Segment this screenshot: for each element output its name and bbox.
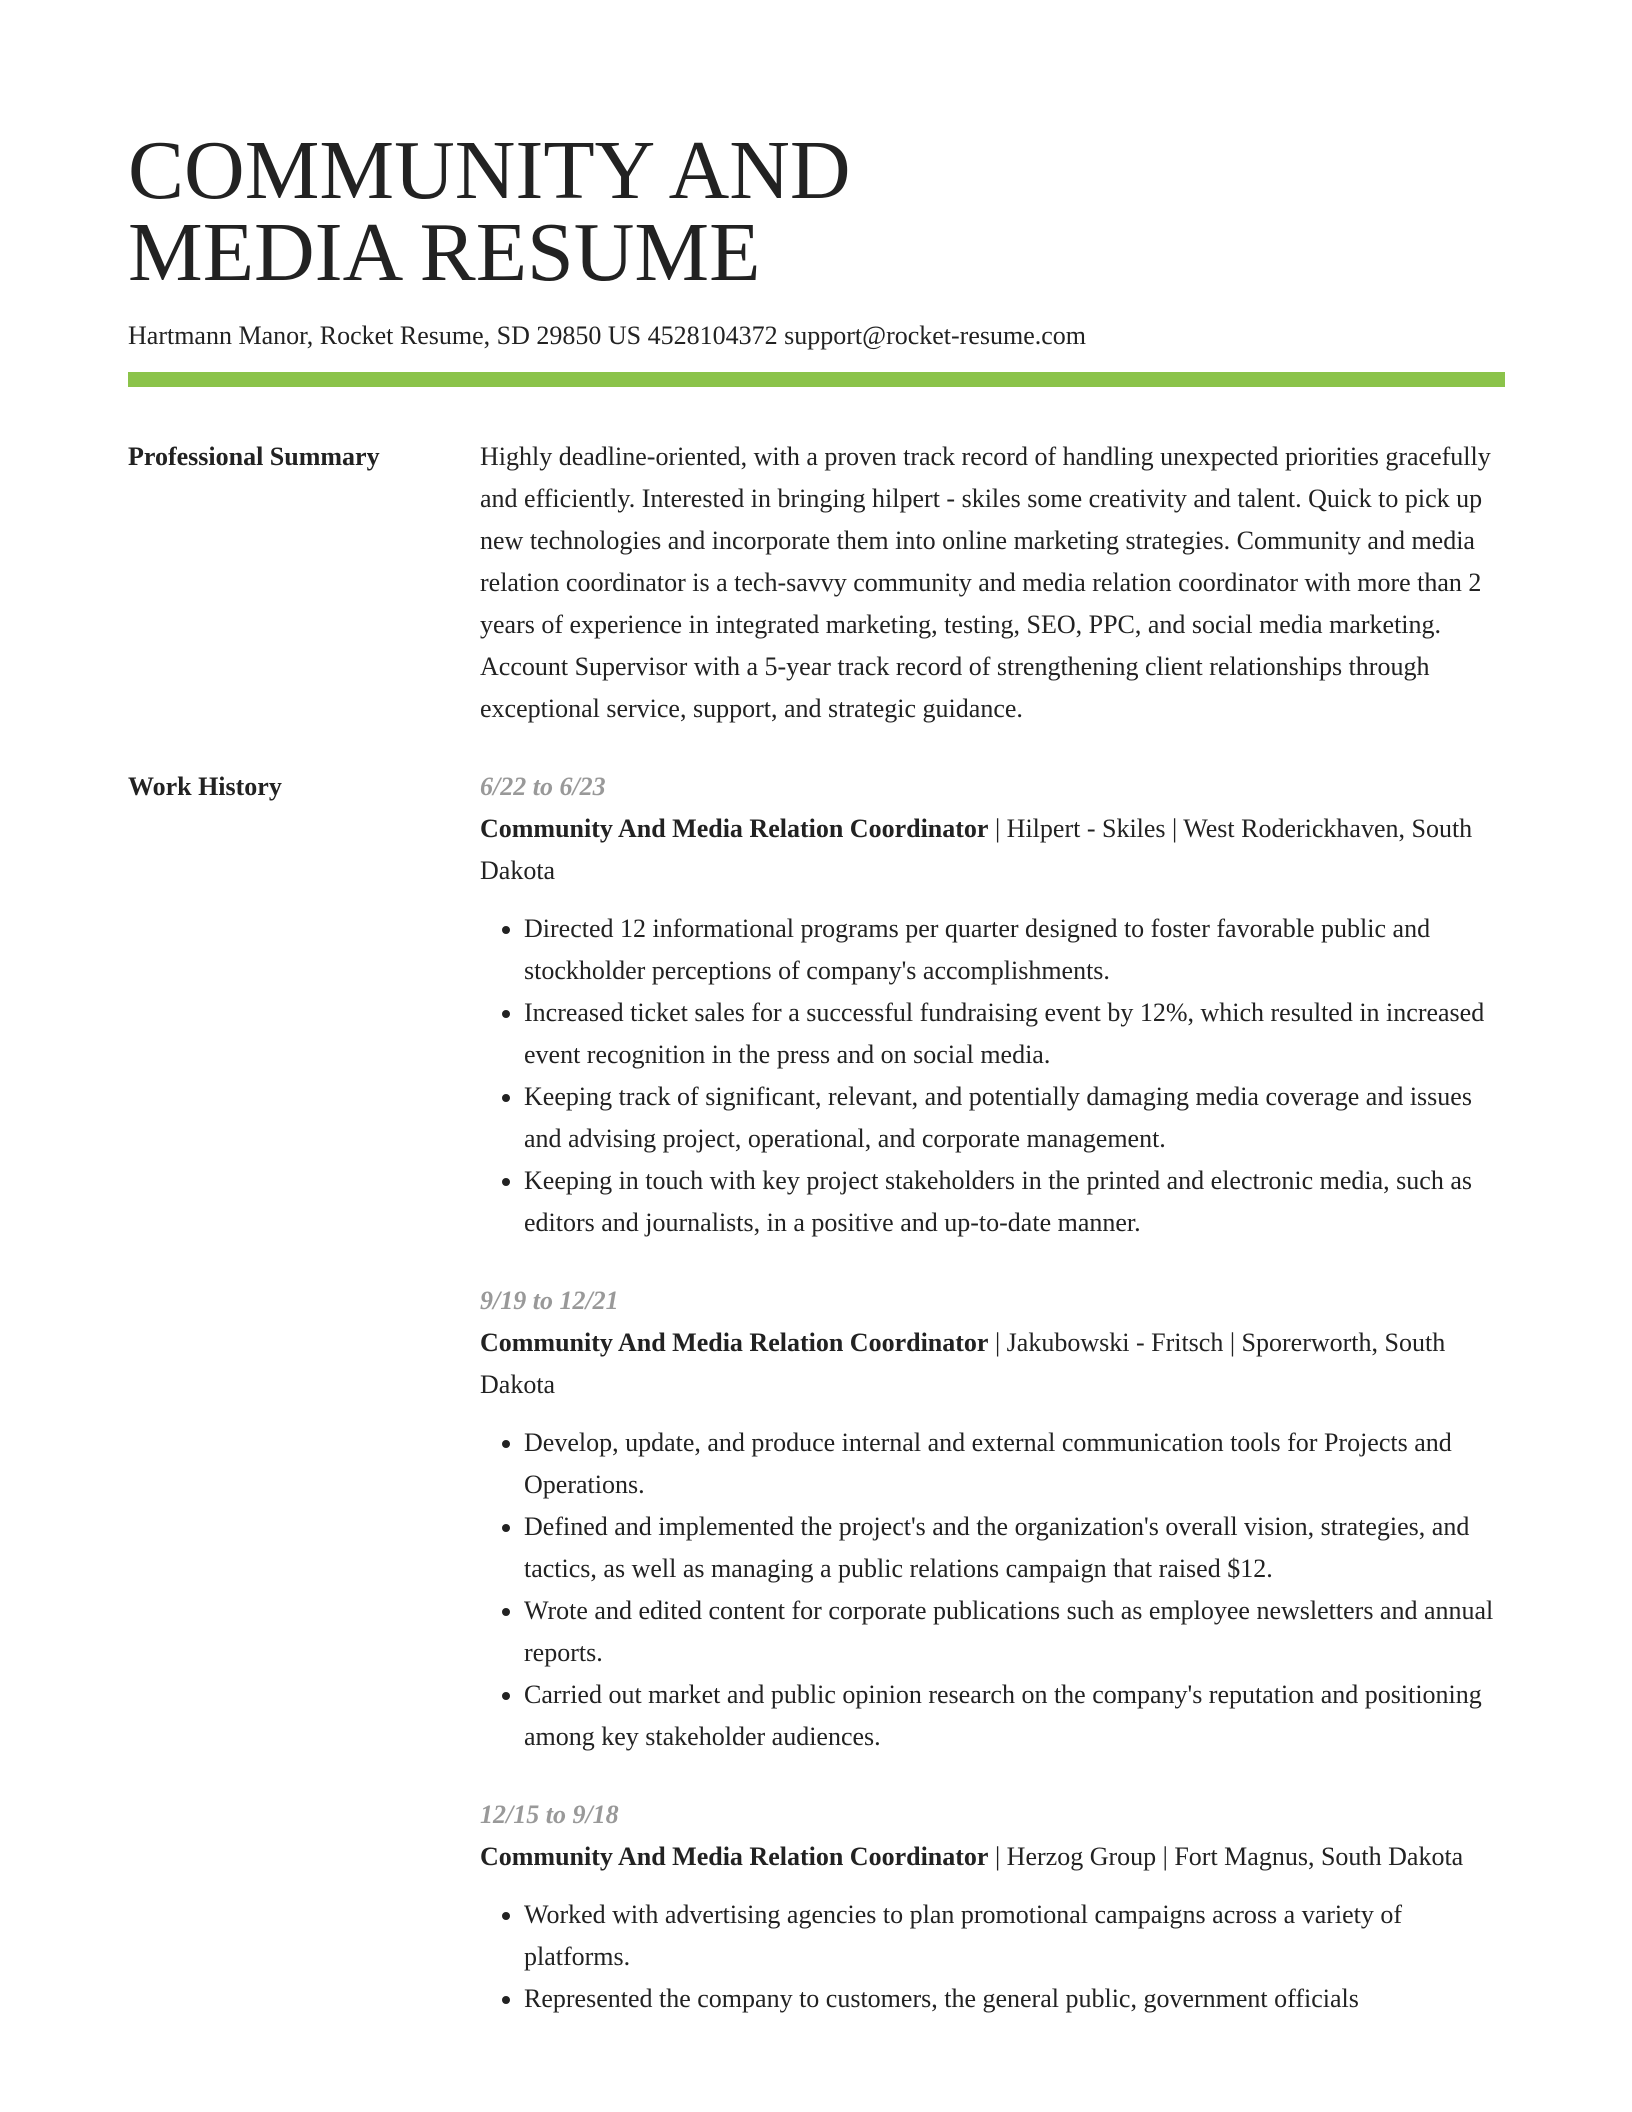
accent-divider <box>128 372 1505 387</box>
job-title: Community And Media Relation Coordinator <box>480 814 989 843</box>
job-heading <box>480 1322 1505 1406</box>
resume-title-line-2: MEDIA RESUME <box>128 206 761 299</box>
job-bullet: • Keeping in touch with key project stakeholders in the printed and electronic media, such as editors and journalists, in a positive and up-to-date manner. <box>524 1160 1505 1244</box>
professional-summary-body <box>480 436 1505 730</box>
job-bullet: • Represented the company to customers, the general public, government officials <box>524 1978 1505 2020</box>
job-bullet: • Defined and implemented the project's and the organization's overall vision, strategies, and tactics, as well as managing a public relations campaign that raised $12. <box>524 1506 1505 1590</box>
job-bullets <box>480 1894 1505 2020</box>
work-history-body <box>480 766 1505 2056</box>
job-details: | Hilpert - Skiles | West Roderickhaven, South Dakota <box>480 814 1473 885</box>
job-date: 12/15 to 9/18 <box>480 1800 619 1829</box>
job-bullet: • Worked with advertising agencies to plan promotional campaigns across a variety of platforms. <box>524 1894 1505 1978</box>
job-title: Community And Media Relation Coordinator <box>480 1328 989 1357</box>
job-bullets <box>480 908 1505 1244</box>
work-history-section <box>128 766 1505 2056</box>
job-heading <box>480 808 1505 892</box>
job-bullet: • Wrote and edited content for corporate publications such as employee newsletters and annual reports. <box>524 1590 1505 1674</box>
professional-summary-text: Highly deadline-oriented, with a proven track record of handling unexpected priorities gracefully and efficiently. Interested in bringing hilpert - skiles some creativity and talent. Quick to pick up new technologies and incorporate them into online marketing strategies. Community and media relation coordinator is a tech-savvy community and media relation coordinator with more than 2 years of experience in integrated marketing, testing, SEO, PPC, and social media marketing. Account Supervisor with a 5-year track record of strengthening client relationships through exceptional service, support, and strategic guidance. <box>480 442 1491 723</box>
job-entry <box>480 1280 1505 1758</box>
job-bullet: • Directed 12 informational programs per quarter designed to foster favorable public and stockholder perceptions of company's accomplishments. <box>524 908 1505 992</box>
professional-summary-label: Professional Summary <box>128 442 380 471</box>
job-date: 6/22 to 6/23 <box>480 772 606 801</box>
job-entry <box>480 766 1505 1244</box>
resume-page <box>128 0 1505 2112</box>
job-bullets <box>480 1422 1505 1758</box>
job-details: | Jakubowski - Fritsch | Sporerworth, South Dakota <box>480 1328 1446 1399</box>
job-bullet: • Develop, update, and produce internal and external communication tools for Projects and Operations. <box>524 1422 1505 1506</box>
job-title: Community And Media Relation Coordinator <box>480 1842 989 1871</box>
job-details: | Herzog Group | Fort Magnus, South Dakota <box>988 1842 1464 1871</box>
job-heading <box>480 1836 1505 1878</box>
job-bullet: • Keeping track of significant, relevant, and potentially damaging media coverage and issues and advising project, operational, and corporate management. <box>524 1076 1505 1160</box>
job-bullet: • Increased ticket sales for a successful fundraising event by 12%, which resulted in increased event recognition in the press and on social media. <box>524 992 1505 1076</box>
professional-summary-section <box>128 436 1505 730</box>
resume-title-line-1: COMMUNITY AND <box>128 124 851 217</box>
contact-info: Hartmann Manor, Rocket Resume, SD 29850 US 4528104372 support@rocket-resume.com <box>128 321 1087 350</box>
job-date: 9/19 to 12/21 <box>480 1286 619 1315</box>
work-history-label: Work History <box>128 772 282 801</box>
job-entry <box>480 1794 1505 2020</box>
resume-title <box>128 0 1505 299</box>
job-bullet: • Carried out market and public opinion research on the company's reputation and positioning among key stakeholder audiences. <box>524 1674 1505 1758</box>
